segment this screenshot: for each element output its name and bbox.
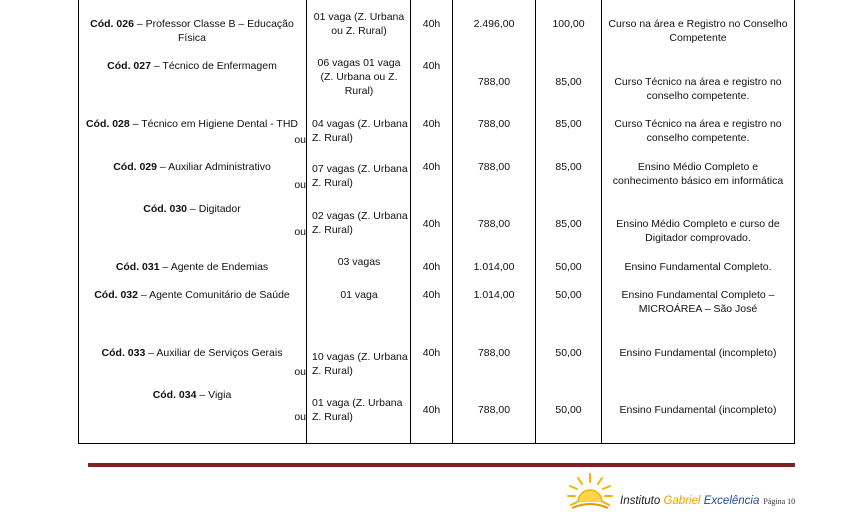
vacancies-text: (Z. Urbana ou Z. xyxy=(320,71,398,83)
vacancies-text: ou Z. Rural) xyxy=(331,25,387,37)
requirements-text: Ensino Médio Completo e curso de xyxy=(616,218,780,230)
role-name: Agente de Endemias xyxy=(170,261,269,273)
requirements-text: MICROÁREA – São José xyxy=(638,303,758,315)
vacancies-text: Z. Rural) xyxy=(312,177,353,189)
vacancies-prefix: ou xyxy=(294,411,306,423)
dash: – xyxy=(133,18,146,30)
vacancies-text: 01 vaga (Z. Urbana xyxy=(312,397,403,409)
salary-cell: 788,00 xyxy=(477,118,511,130)
vacancies-text: Z. Rural) xyxy=(312,132,353,144)
requirements-text: Curso na área e Registro no Conselho xyxy=(608,18,788,30)
requirements-text: conselho competente. xyxy=(646,90,750,102)
vacancies-text: 01 vaga (Z. Urbana xyxy=(313,11,405,23)
role-name: Professor Classe B – Educação xyxy=(145,18,294,30)
role-code: Cód. 032 xyxy=(94,289,138,301)
page-number: Página 10 xyxy=(763,497,796,506)
vacancies-text: Z. Rural) xyxy=(312,365,353,377)
vacancies-cell xyxy=(308,396,412,424)
vacancies-cell: 01 vaga xyxy=(340,289,378,301)
table-row xyxy=(80,346,304,360)
fee-cell: 85,00 xyxy=(555,118,582,130)
salary-cell: 2.496,00 xyxy=(473,18,515,30)
requirements-cell xyxy=(602,75,794,103)
dash: – xyxy=(159,261,171,273)
hours-cell: 40h xyxy=(422,218,441,230)
role-code: Cód. 028 xyxy=(85,118,130,130)
hours-cell: 40h xyxy=(422,347,441,359)
vacancies-text: Z. Rural) xyxy=(312,224,353,236)
vacancies-cell xyxy=(308,162,412,190)
salary-cell: 788,00 xyxy=(477,76,511,88)
hours-cell: 40h xyxy=(422,289,441,301)
requirements-text: conselho competente. xyxy=(646,132,750,144)
role-code: Cód. 027 xyxy=(107,60,151,72)
role-name: Digitador xyxy=(198,203,241,215)
vacancies-cell xyxy=(308,209,412,237)
table-row xyxy=(80,260,304,274)
vacancies-text: Rural) xyxy=(344,85,374,97)
fee-cell: 50,00 xyxy=(555,404,582,416)
requirements-cell: Ensino Fundamental Completo. xyxy=(624,261,772,273)
role-code: Cód. 031 xyxy=(115,261,160,273)
table-border-left xyxy=(78,0,79,444)
salary-cell: 1.014,00 xyxy=(473,289,515,301)
salary-cell: 788,00 xyxy=(477,161,511,173)
role-code: Cód. 033 xyxy=(101,347,146,359)
vacancies-cell xyxy=(308,117,412,145)
requirements-text: Digitador comprovado. xyxy=(645,232,751,244)
role-name: Auxiliar Administrativo xyxy=(168,161,271,173)
fee-cell: 85,00 xyxy=(555,76,582,88)
requirements-text: Curso Técnico na área e registro no xyxy=(614,118,782,130)
dash: – xyxy=(145,347,157,359)
hours-cell: 40h xyxy=(422,261,441,273)
salary-cell: 1.014,00 xyxy=(473,261,515,273)
requirements-cell xyxy=(602,288,794,316)
fee-cell: 85,00 xyxy=(555,161,582,173)
fee-cell: 50,00 xyxy=(555,261,582,273)
requirements-text: Ensino Médio Completo e xyxy=(637,161,759,173)
requirements-cell: Ensino Fundamental (incompleto) xyxy=(619,347,777,359)
role-code: Cód. 030 xyxy=(143,203,188,215)
requirements-text: conhecimento básico em informática xyxy=(612,175,784,187)
requirements-cell xyxy=(602,17,794,45)
fee-cell: 100,00 xyxy=(552,18,585,30)
salary-cell: 788,00 xyxy=(477,404,511,416)
hours-cell: 40h xyxy=(422,404,441,416)
role-name-cont: Física xyxy=(177,32,206,44)
table-row xyxy=(80,17,304,45)
table-border-right xyxy=(794,0,795,444)
vacancies-prefix: ou xyxy=(294,226,306,238)
role-code: Cód. 029 xyxy=(113,161,157,173)
table-divider-1 xyxy=(306,0,307,444)
table-row xyxy=(80,117,304,131)
table-row xyxy=(80,59,304,73)
role-name: Vigia xyxy=(208,389,232,401)
hours-cell: 40h xyxy=(422,161,441,173)
hours-cell: 40h xyxy=(422,18,441,30)
dash: – xyxy=(137,289,150,301)
fee-cell: 50,00 xyxy=(555,347,582,359)
role-name: Técnico de Enfermagem xyxy=(162,60,277,72)
requirements-cell xyxy=(602,117,794,145)
requirements-cell xyxy=(602,160,794,188)
vacancies-text: 02 vagas (Z. Urbana xyxy=(312,210,408,222)
table-row xyxy=(80,288,304,302)
vacancies-cell: 03 vagas xyxy=(337,256,381,268)
requirements-text: Ensino Fundamental Completo – xyxy=(621,289,775,301)
vacancies-text: 06 vagas 01 vaga xyxy=(317,57,401,69)
fee-cell: 85,00 xyxy=(555,218,582,230)
institute-word: Instituto xyxy=(620,495,664,507)
role-code: Cód. 026 xyxy=(90,18,134,30)
hours-cell: 40h xyxy=(422,60,441,72)
dash: – xyxy=(156,161,169,173)
table-row xyxy=(80,202,304,216)
vacancies-prefix: ou xyxy=(294,179,306,191)
vacancies-cell xyxy=(308,56,410,98)
salary-cell: 788,00 xyxy=(477,347,511,359)
hours-cell: 40h xyxy=(422,118,441,130)
salary-cell: 788,00 xyxy=(477,218,511,230)
vacancies-prefix: ou xyxy=(294,366,306,378)
vacancies-text: Z. Rural) xyxy=(312,411,353,423)
role-name: Agente Comunitário de Saúde xyxy=(149,289,290,301)
vacancies-cell xyxy=(308,10,410,38)
dash: – xyxy=(129,118,142,130)
fee-cell: 50,00 xyxy=(555,289,582,301)
gabriel-word: Gabriel xyxy=(663,495,704,507)
dash: – xyxy=(196,389,209,401)
table-row xyxy=(80,160,304,174)
vacancies-cell xyxy=(308,350,412,378)
dash: – xyxy=(187,203,199,215)
vacancies-text: 10 vagas (Z. Urbana xyxy=(312,351,408,363)
excelencia-word: Excelência xyxy=(703,495,760,507)
footer-institute xyxy=(620,495,795,507)
footer-rule xyxy=(88,463,795,467)
requirements-text: Curso Técnico na área e registro no xyxy=(614,76,782,88)
dash: – xyxy=(150,60,163,72)
role-name: Auxiliar de Serviços Gerais xyxy=(156,347,283,359)
vacancies-text: 04 vagas (Z. Urbana xyxy=(312,118,408,130)
role-code: Cód. 034 xyxy=(152,389,197,401)
requirements-cell: Ensino Fundamental (incompleto) xyxy=(619,404,777,416)
table-row xyxy=(80,388,304,402)
role-name: Técnico em Higiene Dental - THD xyxy=(141,118,299,130)
table-border-bottom xyxy=(78,443,795,444)
requirements-cell xyxy=(602,217,794,245)
vacancies-text: 07 vagas (Z. Urbana xyxy=(312,163,408,175)
sun-logo-icon xyxy=(566,472,614,512)
vacancies-prefix: ou xyxy=(294,134,306,146)
requirements-text: Competente xyxy=(669,32,727,44)
